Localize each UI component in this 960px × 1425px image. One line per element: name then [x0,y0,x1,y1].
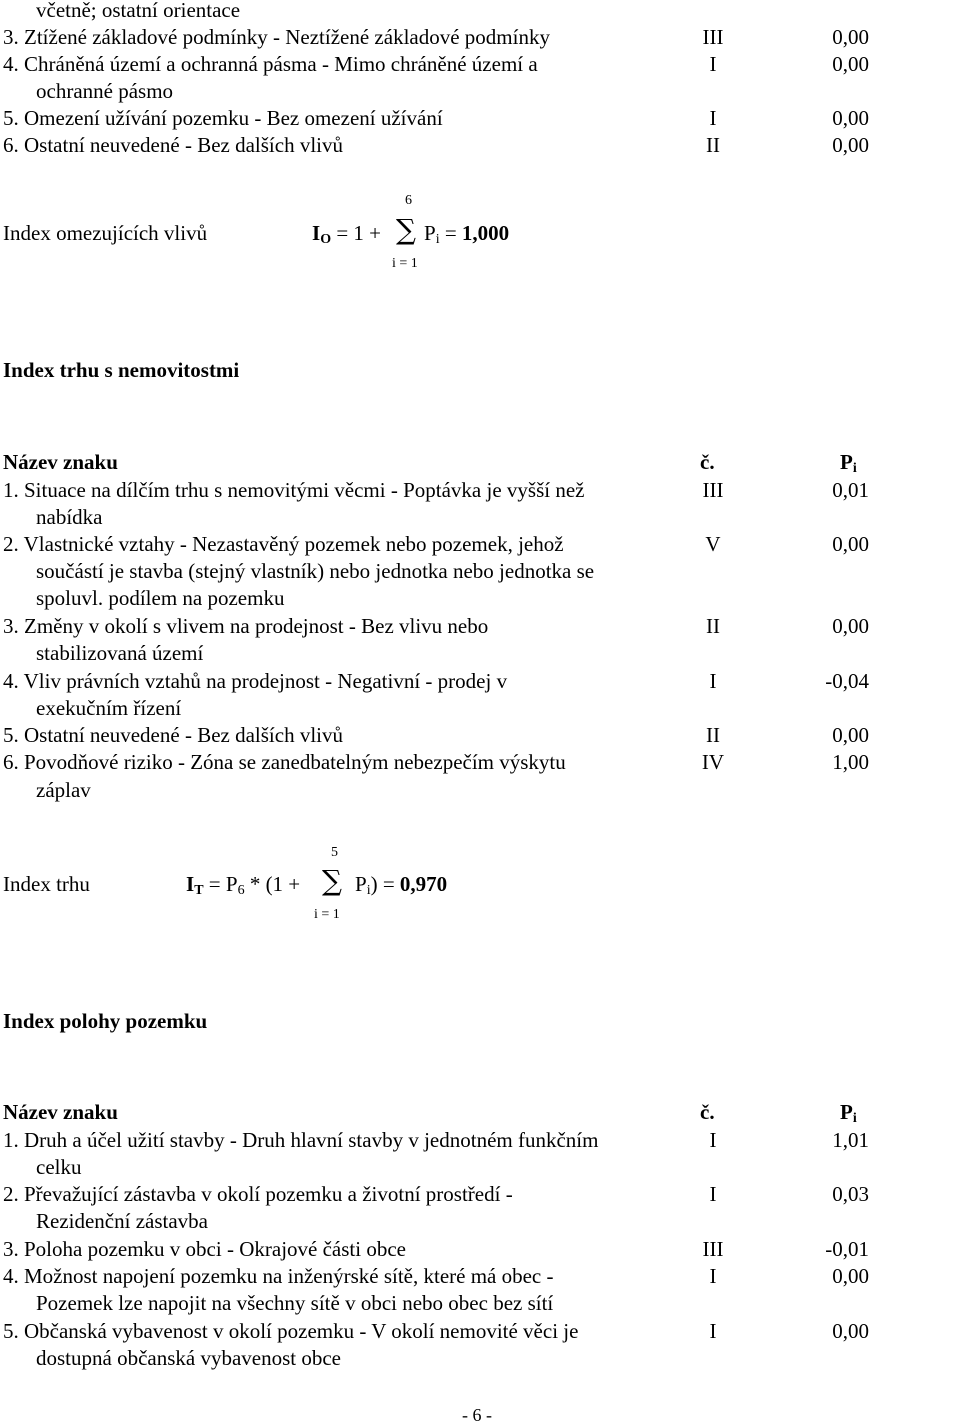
index-o-symbol: I [312,221,321,245]
sigma-icon: ∑ [396,213,416,246]
market-row-6-class: IV [701,750,725,774]
index-t-p-sub: 6 [237,883,245,898]
top-row-3-class: III [702,25,724,49]
market-col-p-sub: i [852,461,857,476]
index-o-term-sub: i [435,232,440,247]
index-t-sub: T [194,883,204,898]
market-row-1-l1: 1. Situace na dílčím trhu s nemovitými věcmi - Poptávka je vyšší než [3,478,585,502]
market-row-2-class: V [705,532,721,556]
continuation-line: včetně; ostatní orientace [36,0,241,22]
location-row-5-l2: dostupná občanská vybavenost obce [36,1346,342,1370]
location-row-1-l2: celku [36,1155,82,1179]
page-number: - 6 - [462,1405,492,1425]
location-col-no: č. [700,1100,715,1124]
location-row-5-class: I [709,1319,717,1343]
index-o-eq2: = [439,221,462,245]
index-o-rhs [424,220,509,253]
market-row-3-l1: 3. Změny v okolí s vlivem na prodejnost - Bez vlivu nebo [3,614,489,638]
location-row-2-l2: Rezidenční zástavba [36,1209,208,1233]
location-row-1-l1: 1. Druh a účel užití stavby - Druh hlavní stavby v jednotném funkčním [3,1128,599,1152]
index-t-eq1b: * (1 + [244,872,301,896]
market-row-2-l1: 2. Vlastnické vztahy - Nezastavěný pozemek nebo pozemek, jehož [3,532,564,556]
index-t-upper: 5 [331,845,338,860]
market-row-4-value: -0,04 [825,669,869,693]
market-col-no: č. [700,450,715,474]
index-t-result: 0,970 [399,872,448,896]
market-row-1-l2: nabídka [36,505,103,529]
index-o-result: 1,000 [461,221,510,245]
index-t-formula [186,871,300,904]
index-o-lower: i = 1 [392,256,418,271]
top-row-4-text2: ochranné pásmo [36,79,174,103]
top-row-4-text: 4. Chráněná území a ochranná pásma - Mimo chráněné území a [3,52,538,76]
market-row-5-class: II [706,723,720,747]
index-o-label: Index omezujících vlivů [3,221,208,245]
market-row-4-class: I [709,669,717,693]
market-row-3-value: 0,00 [832,614,869,638]
location-row-1-value: 1,01 [832,1128,869,1152]
market-col-name: Název znaku [3,450,118,474]
top-row-3-value: 0,00 [832,25,869,49]
index-o-upper: 6 [405,193,412,208]
location-row-4-class: I [709,1264,717,1288]
index-t-eq2: ) = [370,872,400,896]
market-row-6-value: 1,00 [832,750,869,774]
market-row-6-l2: záplav [36,778,91,802]
location-row-3-l1: 3. Poloha pozemku v obci - Okrajové části obce [3,1237,406,1261]
market-row-2-value: 0,00 [832,532,869,556]
index-t-symbol: I [186,872,195,896]
market-row-3-class: II [706,614,720,638]
location-col-name: Název znaku [3,1100,118,1124]
market-row-4-l1: 4. Vliv právních vztahů na prodejnost - Negativní - prodej v [3,669,508,693]
index-t-rhs [355,871,447,904]
market-row-1-value: 0,01 [832,478,869,502]
index-t-label: Index trhu [3,872,90,896]
location-col-p-sub: i [852,1111,857,1126]
top-row-6-value: 0,00 [832,133,869,157]
top-row-5-value: 0,00 [832,106,869,130]
top-row-5-class: I [709,106,717,130]
index-o-formula [312,220,381,253]
location-row-4-l2: Pozemek lze napojit na všechny sítě v obci nebo obec bez sítí [36,1291,554,1315]
top-row-6-text: 6. Ostatní neuvedené - Bez dalších vlivů [3,133,343,157]
index-t-term-sub: i [366,883,371,898]
index-o-eq1: = 1 + [331,221,382,245]
index-t-eq1: = P [203,872,238,896]
location-row-4-value: 0,00 [832,1264,869,1288]
index-o-term: P [424,221,436,245]
location-row-2-l1: 2. Převažující zástavba v okolí pozemku a životní prostředí - [3,1182,513,1206]
location-row-2-value: 0,03 [832,1182,869,1206]
market-col-p-label: P [840,450,853,474]
location-row-1-class: I [709,1128,717,1152]
market-row-1-class: III [702,478,724,502]
top-row-4-class: I [709,52,717,76]
top-row-5-text: 5. Omezení užívání pozemku - Bez omezení užívání [3,106,443,130]
market-row-4-l2: exekučním řízení [36,696,182,720]
location-row-3-class: III [702,1237,724,1261]
location-col-p-label: P [840,1100,853,1124]
sigma-icon-2: ∑ [322,864,342,897]
top-row-6-class: II [706,133,720,157]
top-row-4-value: 0,00 [832,52,869,76]
index-o-sub: O [320,232,332,247]
index-t-lower: i = 1 [314,907,340,922]
market-row-2-l3: spoluvl. podílem na pozemku [36,586,285,610]
market-row-5-l1: 5. Ostatní neuvedené - Bez dalších vlivů [3,723,343,747]
top-row-3-text: 3. Ztížené základové podmínky - Neztížené základové podmínky [3,25,550,49]
location-row-5-value: 0,00 [832,1319,869,1343]
index-t-term: P [355,872,367,896]
market-heading: Index trhu s nemovitostmi [3,358,240,382]
market-row-3-l2: stabilizovaná území [36,641,204,665]
market-row-5-value: 0,00 [832,723,869,747]
location-row-2-class: I [709,1182,717,1206]
market-row-2-l2: součástí je stavba (stejný vlastník) nebo jednotka nebo jednotka se [36,559,595,583]
location-heading: Index polohy pozemku [3,1009,208,1033]
location-row-3-value: -0,01 [825,1237,869,1261]
market-row-6-l1: 6. Povodňové riziko - Zóna se zanedbatelným nebezpečím výskytu [3,750,566,774]
location-row-4-l1: 4. Možnost napojení pozemku na inženýrské sítě, které má obec - [3,1264,554,1288]
location-row-5-l1: 5. Občanská vybavenost v okolí pozemku - V okolí nemovité věci je [3,1319,579,1343]
